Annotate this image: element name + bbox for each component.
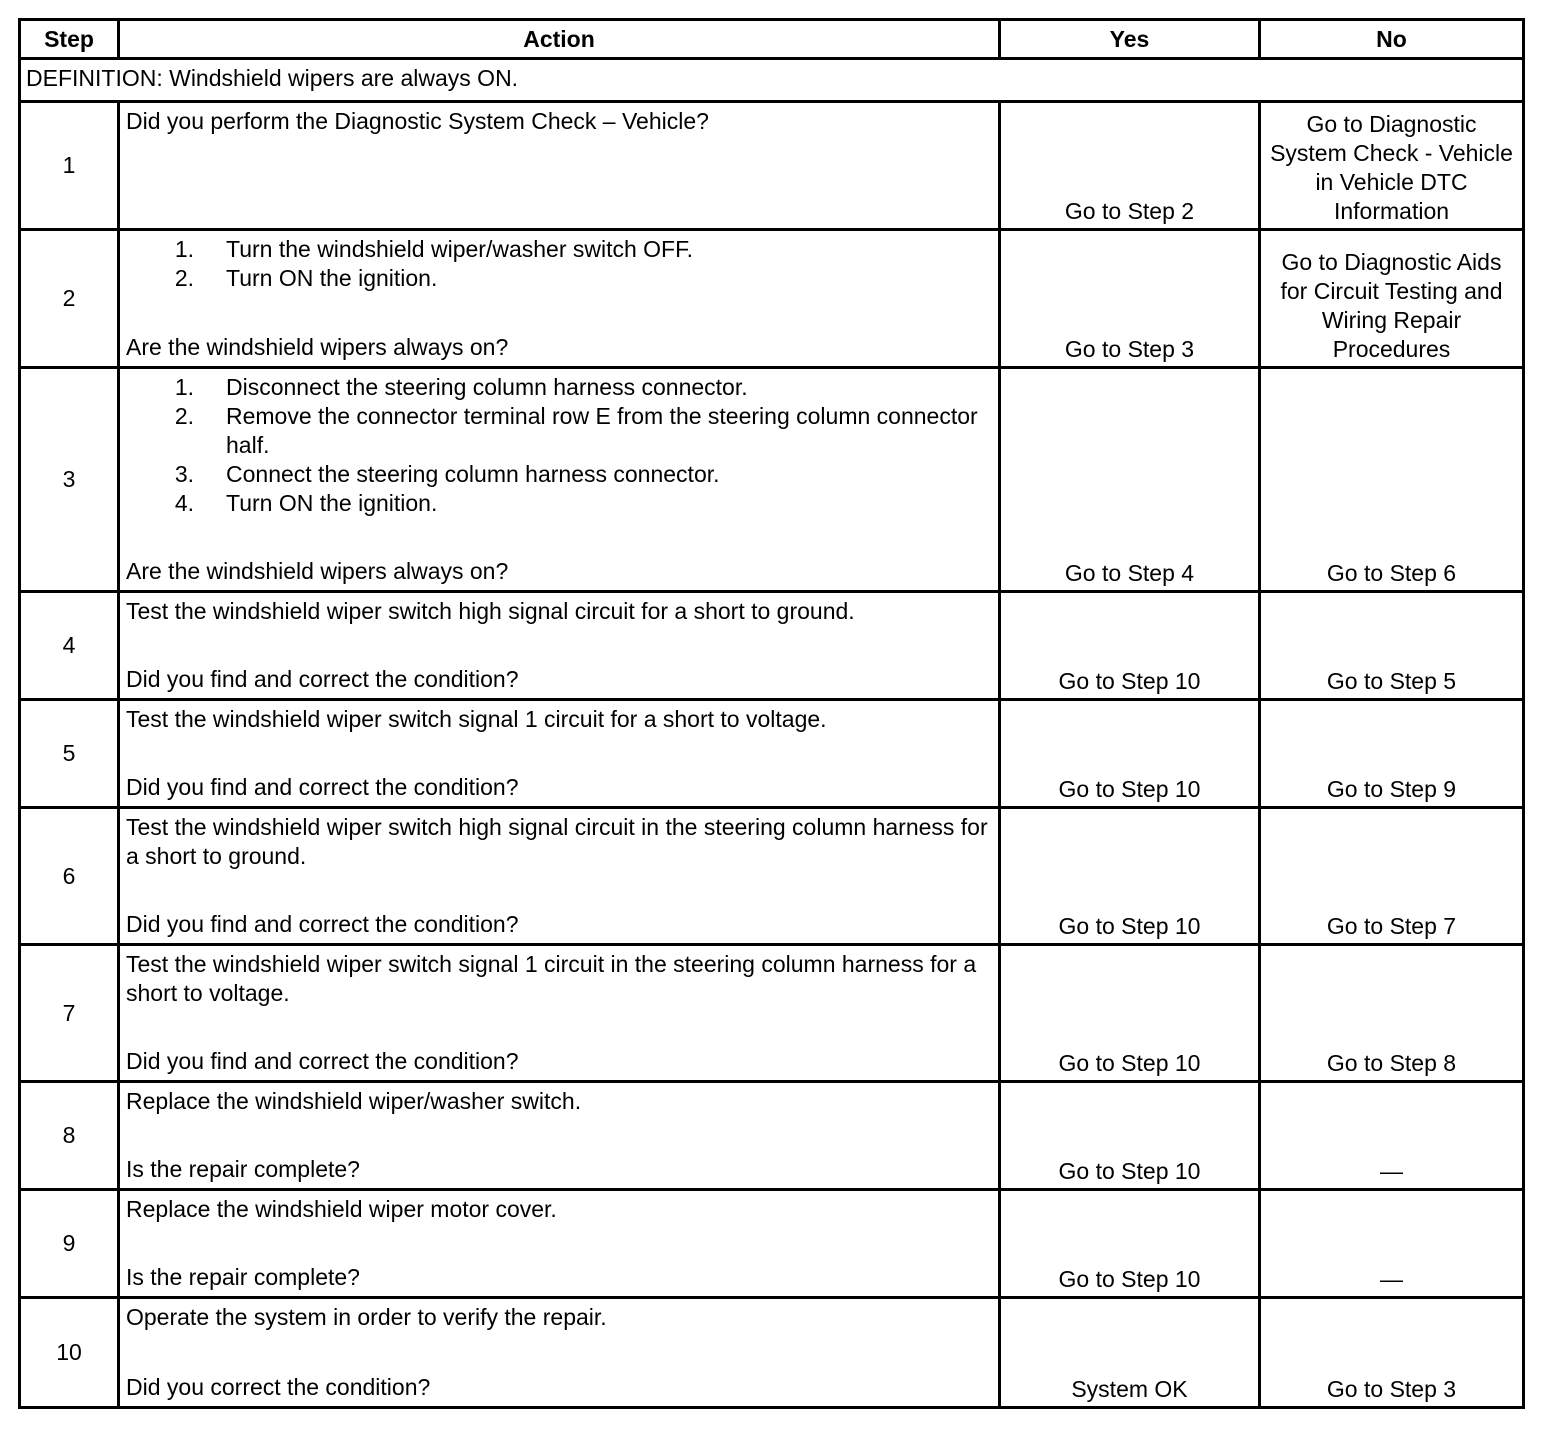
yes-result: Go to Step 10 [1000, 700, 1260, 808]
step-number: 9 [20, 1190, 119, 1298]
yes-result: Go to Step 4 [1000, 368, 1260, 592]
action-question: Is the repair complete? [126, 1264, 360, 1290]
action-instruction: Test the windshield wiper switch signal 1 circuit in the steering column harness for a short to voltage. [126, 951, 977, 1006]
action-cell [119, 368, 1000, 592]
header-action: Action [119, 20, 1000, 59]
table-row [20, 700, 1524, 808]
step-number: 5 [20, 700, 119, 808]
no-result: Go to Diagnostic Aids for Circuit Testing and Wiring Repair Procedures [1260, 230, 1524, 368]
table-row [20, 102, 1524, 230]
no-result: — [1260, 1082, 1524, 1190]
substep-number: 1. [174, 236, 194, 262]
substep-list [126, 235, 992, 293]
step-number: 4 [20, 592, 119, 700]
substep-item [126, 489, 992, 518]
substep-number: 3. [174, 461, 194, 487]
action-cell [119, 945, 1000, 1082]
no-result: — [1260, 1190, 1524, 1298]
substep-list [126, 373, 992, 518]
no-result: Go to Step 8 [1260, 945, 1524, 1082]
no-result: Go to Step 9 [1260, 700, 1524, 808]
yes-result: Go to Step 3 [1000, 230, 1260, 368]
action-question: Are the windshield wipers always on? [126, 334, 509, 360]
action-cell [119, 808, 1000, 945]
substep-item [126, 402, 992, 460]
substep-text: Turn ON the ignition. [226, 490, 438, 516]
substep-number: 1. [174, 374, 194, 400]
yes-result: Go to Step 10 [1000, 1082, 1260, 1190]
substep-item [126, 235, 992, 264]
action-question: Did you find and correct the condition? [126, 911, 519, 937]
table-row [20, 592, 1524, 700]
definition-text: DEFINITION: Windshield wipers are always ON. [20, 59, 1524, 102]
substep-text: Turn the windshield wiper/washer switch OFF. [226, 236, 693, 262]
no-result: Go to Step 3 [1260, 1298, 1524, 1408]
definition-row [20, 59, 1524, 102]
step-number: 10 [20, 1298, 119, 1408]
substep-text: Disconnect the steering column harness connector. [226, 374, 748, 400]
step-number: 7 [20, 945, 119, 1082]
yes-result: Go to Step 10 [1000, 592, 1260, 700]
table-row [20, 808, 1524, 945]
table-row [20, 1082, 1524, 1190]
substep-number: 2. [174, 403, 194, 429]
substep-item [126, 264, 992, 293]
action-question: Did you find and correct the condition? [126, 1048, 519, 1074]
action-instruction: Test the windshield wiper switch high signal circuit in the steering column harness for a short to ground. [126, 814, 988, 869]
substep-text: Connect the steering column harness connector. [226, 461, 720, 487]
action-cell [119, 592, 1000, 700]
table-row [20, 945, 1524, 1082]
action-question: Did you find and correct the condition? [126, 774, 519, 800]
substep-item [126, 373, 992, 402]
no-result: Go to Diagnostic System Check - Vehicle in Vehicle DTC Information [1260, 102, 1524, 230]
action-cell [119, 230, 1000, 368]
action-instruction: Test the windshield wiper switch high signal circuit for a short to ground. [126, 598, 855, 624]
action-question: Are the windshield wipers always on? [126, 558, 509, 584]
action-question: Did you correct the condition? [126, 1374, 431, 1400]
no-result: Go to Step 6 [1260, 368, 1524, 592]
step-number: 1 [20, 102, 119, 230]
step-number: 6 [20, 808, 119, 945]
yes-result: Go to Step 10 [1000, 945, 1260, 1082]
table-row [20, 1190, 1524, 1298]
header-yes: Yes [1000, 20, 1260, 59]
action-instruction: Replace the windshield wiper/washer switch. [126, 1088, 582, 1114]
action-cell [119, 700, 1000, 808]
action-cell [119, 1190, 1000, 1298]
header-step: Step [20, 20, 119, 59]
header-no: No [1260, 20, 1524, 59]
substep-number: 2. [174, 265, 194, 291]
no-result: Go to Step 5 [1260, 592, 1524, 700]
substep-number: 4. [174, 490, 194, 516]
action-instruction: Did you perform the Diagnostic System Check – Vehicle? [126, 108, 709, 134]
action-instruction: Test the windshield wiper switch signal 1 circuit for a short to voltage. [126, 706, 827, 732]
step-number: 2 [20, 230, 119, 368]
action-cell [119, 1298, 1000, 1408]
substep-text: Turn ON the ignition. [226, 265, 438, 291]
step-number: 8 [20, 1082, 119, 1190]
no-result: Go to Step 7 [1260, 808, 1524, 945]
action-cell [119, 102, 1000, 230]
yes-result: Go to Step 10 [1000, 808, 1260, 945]
diagnostic-table [18, 18, 1525, 1409]
action-question: Did you find and correct the condition? [126, 666, 519, 692]
header-row [20, 20, 1524, 59]
table-row [20, 1298, 1524, 1408]
yes-result: Go to Step 2 [1000, 102, 1260, 230]
substep-text: Remove the connector terminal row E from the steering column connector half. [226, 403, 978, 458]
table-row [20, 368, 1524, 592]
action-question: Is the repair complete? [126, 1156, 360, 1182]
action-instruction: Replace the windshield wiper motor cover. [126, 1196, 557, 1222]
substep-item [126, 460, 992, 489]
action-instruction: Operate the system in order to verify the repair. [126, 1304, 607, 1330]
action-cell [119, 1082, 1000, 1190]
step-number: 3 [20, 368, 119, 592]
table-row [20, 230, 1524, 368]
yes-result: Go to Step 10 [1000, 1190, 1260, 1298]
yes-result: System OK [1000, 1298, 1260, 1408]
